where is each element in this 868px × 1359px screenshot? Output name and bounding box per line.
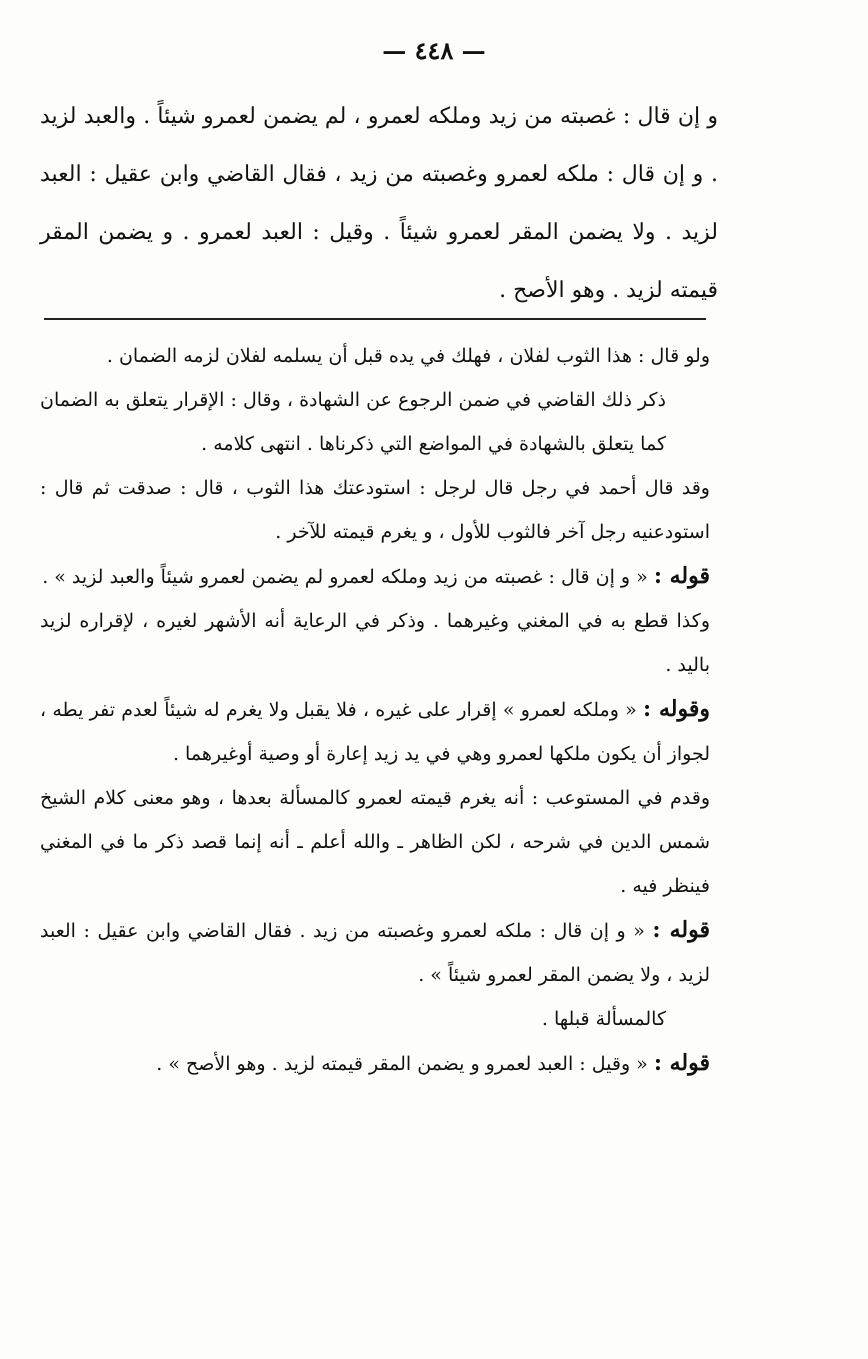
quote-text: « و إن قال : ملكه لعمرو وغصبته من زيد . فقال القاضي وابن عقيل : العبد لزيد ، ولا يضمن المقر لعمرو شيئاً » .	[40, 920, 710, 986]
commentary-paragraph: وقد قال أحمد في رجل قال لرجل : استودعتك هذا الثوب ، قال : صدقت ثم قال : استودعنيه رجل آخر فالثوب للأول ، و يغرم قيمته للآخر .	[40, 477, 710, 543]
commentary-paragraph: كالمسألة قبلها .	[541, 1008, 666, 1030]
commentary-paragraph: ذكر ذلك القاضي في ضمن الرجوع عن الشهادة ، وقال : الإقرار يتعلق به الضمان كما يتعلق بالشهادة في المواضع التي ذكرناها . انتهى كلامه .	[40, 389, 666, 455]
quote-paragraph	[40, 1041, 710, 1086]
quote-label: قوله :	[652, 917, 710, 943]
quote-label: وقوله :	[643, 696, 710, 722]
commentary	[40, 334, 710, 1086]
main-text	[40, 88, 718, 320]
commentary-paragraph: وقدم في المستوعب : أنه يغرم قيمته لعمرو كالمسألة بعدها ، وهو معنى كلام الشيخ شمس الدين في شرحه ، لكن الظاهر ـ والله أعلم ـ أنه إنما قصد ذكر ما في المغني فينظر فيه .	[40, 787, 710, 897]
quote-paragraph	[40, 687, 710, 776]
quote-label: قوله :	[653, 1050, 710, 1076]
quote-paragraph	[40, 554, 710, 599]
quote-text: « وقيل : العبد لعمرو و يضمن المقر قيمته لزيد . وهو الأصح » .	[156, 1053, 648, 1075]
commentary-paragraph: ولو قال : هذا الثوب لفلان ، فهلك في يده قبل أن يسلمه لفلان لزمه الضمان .	[106, 345, 710, 367]
page-number: — ٤٤٨ —	[382, 36, 486, 65]
quote-paragraph	[40, 908, 710, 997]
separator-line	[44, 318, 706, 320]
quote-label: قوله :	[653, 563, 710, 589]
quote-text: « و إن قال : غصبته من زيد وملكه لعمرو لم يضمن لعمرو شيئاً والعبد لزيد » .	[42, 566, 648, 588]
quote-text: « وملكه لعمرو » إقرار على غيره ، فلا يقبل ولا يغرم له شيئاً لعدم تفر يطه ، لجواز أن يكون ملكها لعمرو وهي في يد زيد إعارة أو وصية أوغيرهما .	[40, 699, 710, 765]
main-paragraph: و إن قال : غصبته من زيد وملكه لعمرو ، لم يضمن لعمرو شيئاً . والعبد لزيد . و إن قال : ملكه لعمرو وغصبته من زيد ، فقال القاضي وابن عقيل : العبد لزيد . ولا يضمن المقر لعمرو شيئاً . وقيل : العبد لعمرو . و يضمن المقر قيمته لزيد . وهو الأصح .	[40, 104, 718, 303]
commentary-paragraph: وكذا قطع به في المغني وغيرهما . وذكر في الرعاية أنه الأشهر لغيره ، لإقراره لزيد باليد .	[40, 610, 710, 676]
